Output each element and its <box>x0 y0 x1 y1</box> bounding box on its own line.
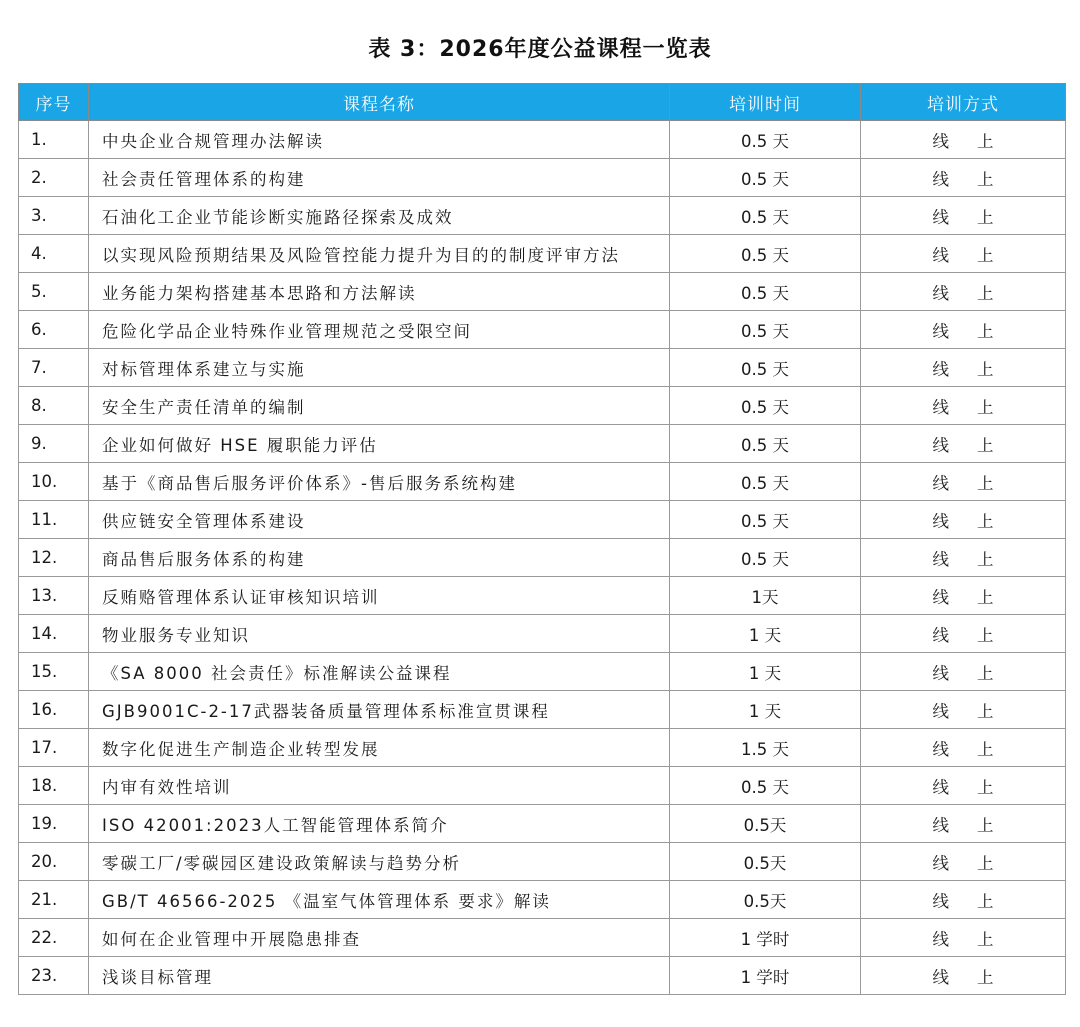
course-mode-cell <box>861 463 1066 501</box>
table-row <box>19 767 1066 805</box>
row-number: 19. <box>19 805 89 843</box>
table-row <box>19 121 1066 159</box>
row-number: 9. <box>19 425 89 463</box>
row-number: 11. <box>19 501 89 539</box>
course-mode: 线上 <box>932 815 1022 835</box>
course-duration: 1 天 <box>670 615 861 653</box>
course-mode: 线上 <box>932 967 1022 987</box>
course-mode: 线上 <box>932 625 1022 645</box>
course-mode: 线上 <box>932 511 1022 531</box>
course-name: 以实现风险预期结果及风险管控能力提升为目的的制度评审方法 <box>89 235 670 273</box>
course-name: GB/T 46566-2025 《温室气体管理体系 要求》解读 <box>89 881 670 919</box>
table-row <box>19 919 1066 957</box>
course-duration: 1 学时 <box>670 957 861 995</box>
course-mode: 线上 <box>932 283 1022 303</box>
table-row <box>19 729 1066 767</box>
row-number: 10. <box>19 463 89 501</box>
course-name: 零碳工厂/零碳园区建设政策解读与趋势分析 <box>89 843 670 881</box>
row-number: 8. <box>19 387 89 425</box>
course-mode-cell <box>861 843 1066 881</box>
course-mode: 线上 <box>932 207 1022 227</box>
row-number: 20. <box>19 843 89 881</box>
course-mode: 线上 <box>932 473 1022 493</box>
course-duration: 0.5 天 <box>670 501 861 539</box>
course-mode: 线上 <box>932 321 1022 341</box>
row-number: 6. <box>19 311 89 349</box>
course-mode-cell <box>861 501 1066 539</box>
course-name: 反贿赂管理体系认证审核知识培训 <box>89 577 670 615</box>
course-mode-cell <box>861 615 1066 653</box>
row-number: 1. <box>19 121 89 159</box>
table-row <box>19 349 1066 387</box>
course-duration: 0.5 天 <box>670 159 861 197</box>
course-name: 物业服务专业知识 <box>89 615 670 653</box>
table-row <box>19 425 1066 463</box>
course-name: 供应链安全管理体系建设 <box>89 501 670 539</box>
course-mode: 线上 <box>932 359 1022 379</box>
header-duration: 培训时间 <box>670 84 861 121</box>
course-duration: 0.5 天 <box>670 539 861 577</box>
table-header <box>19 84 1066 121</box>
course-duration: 1 天 <box>670 691 861 729</box>
course-mode-cell <box>861 159 1066 197</box>
row-number: 18. <box>19 767 89 805</box>
row-number: 13. <box>19 577 89 615</box>
course-mode-cell <box>861 805 1066 843</box>
row-number: 4. <box>19 235 89 273</box>
row-number: 17. <box>19 729 89 767</box>
course-duration: 1 学时 <box>670 919 861 957</box>
row-number: 23. <box>19 957 89 995</box>
course-duration: 1.5 天 <box>670 729 861 767</box>
header-course-name: 课程名称 <box>89 84 670 121</box>
course-mode: 线上 <box>932 739 1022 759</box>
course-name: 对标管理体系建立与实施 <box>89 349 670 387</box>
course-duration: 0.5 天 <box>670 463 861 501</box>
table-row <box>19 235 1066 273</box>
course-duration: 0.5 天 <box>670 121 861 159</box>
header-row <box>19 84 1066 121</box>
course-mode: 线上 <box>932 549 1022 569</box>
course-mode-cell <box>861 729 1066 767</box>
row-number: 14. <box>19 615 89 653</box>
course-name: 业务能力架构搭建基本思路和方法解读 <box>89 273 670 311</box>
course-mode-cell <box>861 273 1066 311</box>
course-mode: 线上 <box>932 245 1022 265</box>
table-row <box>19 311 1066 349</box>
course-mode: 线上 <box>932 777 1022 797</box>
table-row <box>19 881 1066 919</box>
table-row <box>19 463 1066 501</box>
course-mode: 线上 <box>932 929 1022 949</box>
course-name: 企业如何做好 HSE 履职能力评估 <box>89 425 670 463</box>
course-mode: 线上 <box>932 397 1022 417</box>
course-table <box>18 83 1066 995</box>
course-mode: 线上 <box>932 853 1022 873</box>
course-mode: 线上 <box>932 587 1022 607</box>
course-name: 商品售后服务体系的构建 <box>89 539 670 577</box>
course-duration: 0.5 天 <box>670 387 861 425</box>
course-mode-cell <box>861 425 1066 463</box>
course-duration: 0.5 天 <box>670 311 861 349</box>
row-number: 7. <box>19 349 89 387</box>
course-mode-cell <box>861 349 1066 387</box>
course-mode-cell <box>861 235 1066 273</box>
row-number: 22. <box>19 919 89 957</box>
course-mode: 线上 <box>932 663 1022 683</box>
row-number: 16. <box>19 691 89 729</box>
course-name: 如何在企业管理中开展隐患排查 <box>89 919 670 957</box>
course-mode: 线上 <box>932 891 1022 911</box>
table-row <box>19 653 1066 691</box>
table-row <box>19 577 1066 615</box>
table-row <box>19 387 1066 425</box>
course-mode-cell <box>861 653 1066 691</box>
table-row <box>19 957 1066 995</box>
page-title: 表 3：2026年度公益课程一览表 <box>368 37 712 62</box>
row-number: 21. <box>19 881 89 919</box>
course-duration: 1 天 <box>670 653 861 691</box>
course-mode: 线上 <box>932 435 1022 455</box>
course-duration: 0.5 天 <box>670 273 861 311</box>
course-mode-cell <box>861 387 1066 425</box>
course-mode-cell <box>861 881 1066 919</box>
row-number: 2. <box>19 159 89 197</box>
course-mode-cell <box>861 311 1066 349</box>
table-row <box>19 843 1066 881</box>
course-duration: 1天 <box>670 577 861 615</box>
course-name: 内审有效性培训 <box>89 767 670 805</box>
row-number: 5. <box>19 273 89 311</box>
course-mode-cell <box>861 121 1066 159</box>
course-name: 数字化促进生产制造企业转型发展 <box>89 729 670 767</box>
header-no: 序号 <box>19 84 89 121</box>
course-mode-cell <box>861 767 1066 805</box>
table-row <box>19 273 1066 311</box>
course-duration: 0.5天 <box>670 843 861 881</box>
table-row <box>19 539 1066 577</box>
course-duration: 0.5 天 <box>670 767 861 805</box>
table-row <box>19 159 1066 197</box>
course-mode: 线上 <box>932 701 1022 721</box>
course-name: 基于《商品售后服务评价体系》-售后服务系统构建 <box>89 463 670 501</box>
table-body <box>19 121 1066 995</box>
course-duration: 0.5天 <box>670 805 861 843</box>
course-duration: 0.5天 <box>670 881 861 919</box>
course-name: GJB9001C-2-17武器装备质量管理体系标准宣贯课程 <box>89 691 670 729</box>
table-row <box>19 501 1066 539</box>
course-name: 安全生产责任清单的编制 <box>89 387 670 425</box>
row-number: 15. <box>19 653 89 691</box>
course-name: 危险化学品企业特殊作业管理规范之受限空间 <box>89 311 670 349</box>
course-name: 社会责任管理体系的构建 <box>89 159 670 197</box>
course-mode-cell <box>861 539 1066 577</box>
table-row <box>19 615 1066 653</box>
course-duration: 0.5 天 <box>670 425 861 463</box>
course-mode-cell <box>861 197 1066 235</box>
course-mode: 线上 <box>932 131 1022 151</box>
course-duration: 0.5 天 <box>670 349 861 387</box>
course-mode-cell <box>861 577 1066 615</box>
course-mode-cell <box>861 919 1066 957</box>
course-name: 石油化工企业节能诊断实施路径探索及成效 <box>89 197 670 235</box>
course-mode: 线上 <box>932 169 1022 189</box>
table-row <box>19 691 1066 729</box>
course-duration: 0.5 天 <box>670 235 861 273</box>
course-duration: 0.5 天 <box>670 197 861 235</box>
row-number: 12. <box>19 539 89 577</box>
course-name: 《SA 8000 社会责任》标准解读公益课程 <box>89 653 670 691</box>
table-row <box>19 805 1066 843</box>
course-name: 浅谈目标管理 <box>89 957 670 995</box>
table-row <box>19 197 1066 235</box>
course-mode-cell <box>861 957 1066 995</box>
course-mode-cell <box>861 691 1066 729</box>
course-name: 中央企业合规管理办法解读 <box>89 121 670 159</box>
row-number: 3. <box>19 197 89 235</box>
header-mode: 培训方式 <box>861 84 1066 121</box>
course-name: ISO 42001:2023人工智能管理体系简介 <box>89 805 670 843</box>
